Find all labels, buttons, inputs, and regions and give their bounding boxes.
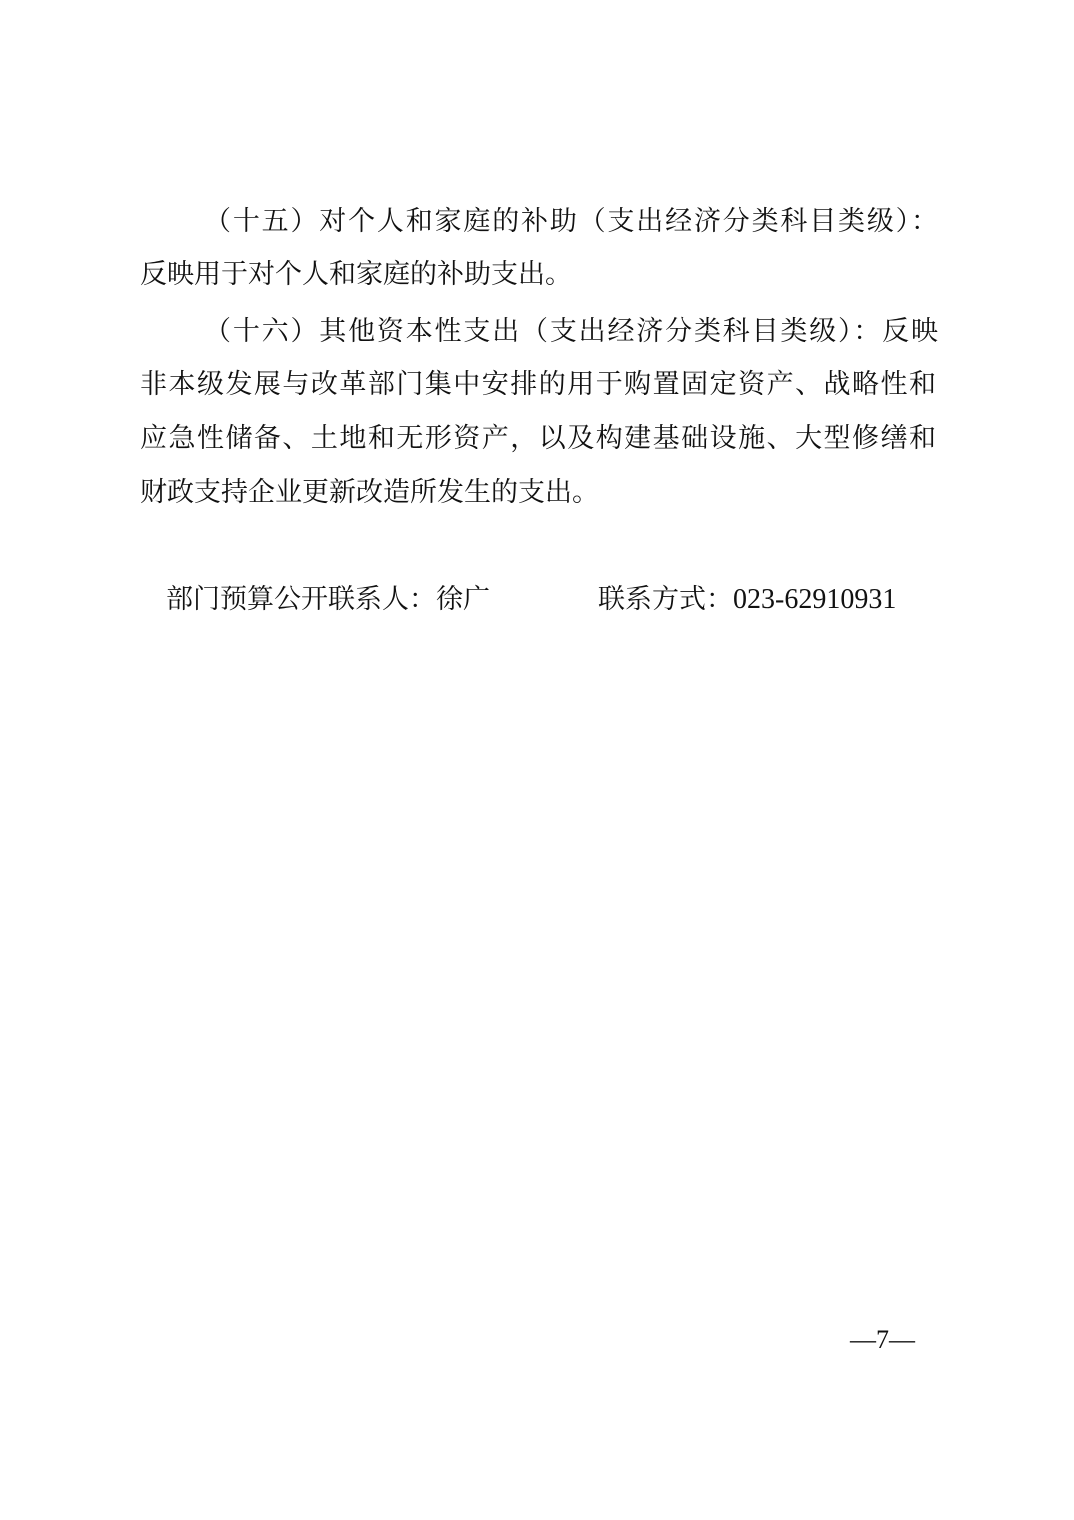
page-number: —7— (850, 1325, 915, 1354)
contact-phone-number: 023-62910931 (733, 584, 897, 615)
contact-phone (598, 580, 896, 620)
paragraph-16-line-3: 应急性储备、土地和无形资产，以及构建基础设施、大型修缮和 (140, 423, 936, 454)
paragraph-15-line-1: （十五）对个人和家庭的补助（支出经济分类科目类级）： (204, 206, 938, 237)
paragraph-15-line-2: 反映用于对个人和家庭的补助支出。 (140, 259, 572, 290)
paragraph-16-line-4: 财政支持企业更新改造所发生的支出。 (140, 477, 599, 508)
paragraph-16-line-1: （十六）其他资本性支出（支出经济分类科目类级）：反映 (204, 316, 938, 347)
contact-phone-label: 联系方式： (598, 584, 733, 615)
contact-person: 部门预算公开联系人：徐广 (166, 584, 490, 615)
paragraph-16-line-2: 非本级发展与改革部门集中安排的用于购置固定资产、战略性和 (140, 369, 936, 400)
